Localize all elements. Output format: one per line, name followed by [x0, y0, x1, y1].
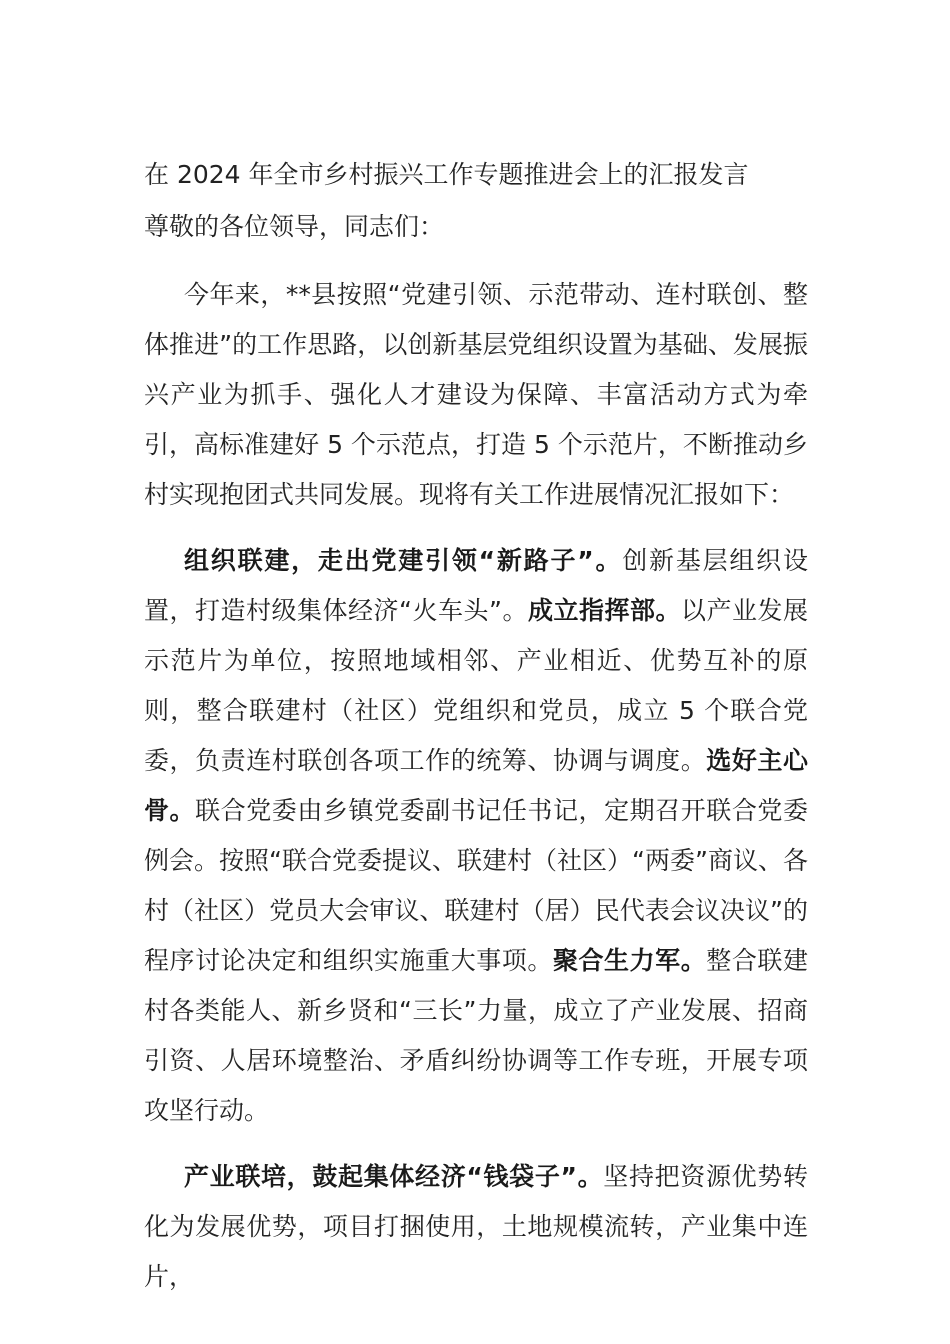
section-1-text-3: 联合党委由乡镇党委副书记任书记，定期召开联合党委例会。按照“联合党委提议、联建村（社区）“两委”商议、各村（社区）党员大会审议、联建村（居）民代表会议决议”的程序讨论决定和组织实施重大事项。	[144, 796, 808, 975]
section-1-subheading-2: 选好主心骨。	[144, 746, 808, 825]
section-1-subheading-3: 聚合生力军。	[552, 946, 707, 975]
section-1-paragraph	[144, 536, 808, 1136]
section-1-text-4: 整合联建村各类能人、新乡贤和“三长”力量，成立了产业发展、招商引资、人居环境整治、矛盾纠纷协调等工作专班，开展专项攻坚行动。	[144, 946, 808, 1125]
section-2-text-1: 坚持把资源优势转化为发展优势，项目打捆使用，土地规模流转，产业集中连片，	[144, 1162, 808, 1291]
intro-paragraph: 今年来，**县按照“党建引领、示范带动、连村联创、整体推进”的工作思路，以创新基层党组织设置为基础、发展振兴产业为抓手、强化人才建设为保障、丰富活动方式为牵引，高标准建好 5 个示范点，打造 5 个示范片，不断推动乡村实现抱团式共同发展。现将有关工作进展情况汇报如下：	[144, 280, 808, 509]
document-title: 在 2024 年全市乡村振兴工作专题推进会上的汇报发言	[144, 160, 749, 189]
section-1-text-1: 创新基层组织设置，打造村级集体经济“火车头”。	[144, 546, 808, 625]
document-body	[144, 150, 808, 1318]
section-2-paragraph	[144, 1152, 808, 1302]
section-1-text-2: 以产业发展示范片为单位，按照地域相邻、产业相近、优势互补的原则，整合联建村（社区）党组织和党员，成立 5 个联合党委，负责连村联创各项工作的统筹、协调与调度。	[144, 596, 808, 775]
section-1-heading: 组织联建，走出党建引领“新路子”。	[184, 546, 623, 575]
section-1-subheading-1: 成立指挥部。	[527, 596, 681, 625]
salutation: 尊敬的各位领导，同志们：	[144, 212, 445, 241]
section-2-heading: 产业联培，鼓起集体经济“钱袋子”。	[184, 1162, 604, 1191]
